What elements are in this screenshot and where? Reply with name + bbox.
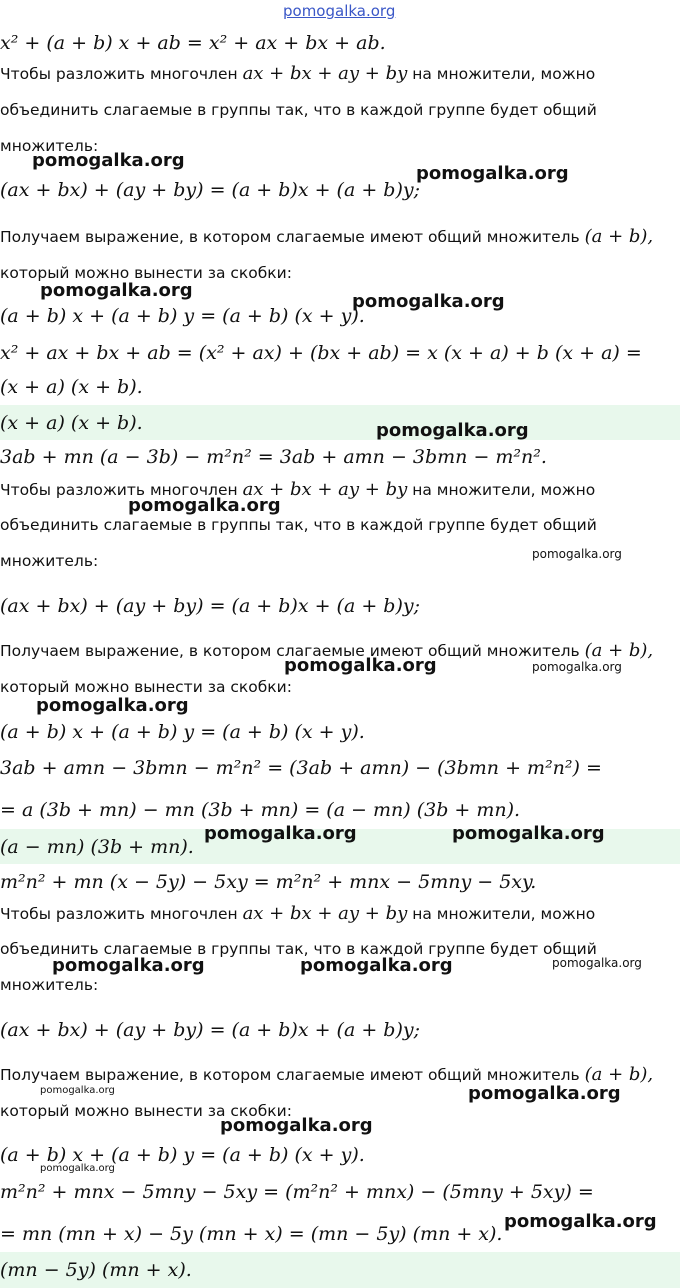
b1-result-line1	[0, 226, 653, 248]
watermark: pomogalka.org	[504, 1211, 657, 1232]
b2-solution-line2: = a (3b + mn) − mn (3b + mn) = (a − mn) (3b + mn).	[0, 799, 521, 821]
b3-intro-line1-post: на множители, можно	[407, 905, 596, 923]
b3-intro-line3: множитель:	[0, 976, 99, 994]
b1-expansion: x² + (a + b) x + ab = x² + ax + bx + ab.	[0, 32, 386, 54]
watermark: pomogalka.org	[376, 420, 529, 441]
b2-intro-line3: множитель:	[0, 552, 99, 570]
watermark: pomogalka.org	[52, 955, 205, 976]
watermark: pomogalka.org	[40, 1163, 115, 1174]
b3-grouping: (ax + bx) + (ay + by) = (a + b)x + (a + b)y;	[0, 1019, 421, 1041]
watermark: pomogalka.org	[40, 1085, 115, 1096]
b3-intro-line2: объединить слагаемые в группы так, что в каждой группе будет общий	[0, 940, 597, 958]
watermark: pomogalka.org	[416, 163, 569, 184]
b3-intro-line1-math: ax + bx + ay + by	[242, 903, 408, 924]
b3-answer: (mn − 5y) (mn + x).	[0, 1259, 192, 1281]
b3-solution-line2: = mn (mn + x) − 5y (mn + x) = (mn − 5y) (mn + x).	[0, 1223, 503, 1245]
b3-intro-line1	[0, 903, 595, 925]
watermark: pomogalka.org	[220, 1115, 373, 1136]
watermark: pomogalka.org	[452, 823, 605, 844]
b2-result-line1-math: (a + b),	[584, 640, 654, 661]
watermark-link[interactable]: pomogalka.org	[283, 2, 396, 20]
b3-result-line1-pre: Получаем выражение, в котором слагаемые имеют общий множитель	[0, 1066, 585, 1084]
b2-factor: (a + b) x + (a + b) y = (a + b) (x + y).	[0, 721, 365, 743]
b2-intro-line2: объединить слагаемые в группы так, что в каждой группе будет общий	[0, 516, 597, 534]
b2-intro-line1-math: ax + bx + ay + by	[242, 479, 408, 500]
watermark: pomogalka.org	[468, 1083, 621, 1104]
b3-intro-line1-pre: Чтобы разложить многочлен	[0, 905, 243, 923]
b3-expansion: m²n² + mn (x − 5y) − 5xy = m²n² + mnx − 5mny − 5xy.	[0, 871, 537, 893]
b3-solution-line1: m²n² + mnx − 5mny − 5xy = (m²n² + mnx) − (5mny + 5xy) =	[0, 1181, 594, 1203]
b3-result-line1-math: (a + b),	[584, 1064, 654, 1085]
b1-intro-line2: объединить слагаемые в группы так, что в каждой группе будет общий	[0, 101, 597, 119]
watermark: pomogalka.org	[352, 291, 505, 312]
watermark: pomogalka.org	[532, 660, 622, 674]
b2-intro-line1	[0, 479, 595, 501]
watermark: pomogalka.org	[204, 823, 357, 844]
b3-result-line2: который можно вынести за скобки:	[0, 1102, 292, 1120]
b1-solution-line1: x² + ax + bx + ab = (x² + ax) + (bx + ab) = x (x + a) + b (x + a) =	[0, 342, 642, 364]
watermark: pomogalka.org	[36, 695, 189, 716]
b1-factor: (a + b) x + (a + b) y = (a + b) (x + y).	[0, 305, 365, 327]
b2-intro-line1-pre: Чтобы разложить многочлен	[0, 481, 243, 499]
b1-answer: (x + a) (x + b).	[0, 412, 143, 434]
b1-intro-line1-pre: Чтобы разложить многочлен	[0, 65, 243, 83]
b2-solution-line1: 3ab + amn − 3bmn − m²n² = (3ab + amn) − (3bmn + m²n²) =	[0, 757, 602, 779]
b1-intro-line3: множитель:	[0, 137, 99, 155]
watermark: pomogalka.org	[532, 547, 622, 561]
b2-result-line1-pre: Получаем выражение, в котором слагаемые имеют общий множитель	[0, 642, 585, 660]
b1-grouping: (ax + bx) + (ay + by) = (a + b)x + (a + b)y;	[0, 179, 421, 201]
b2-intro-line1-post: на множители, можно	[407, 481, 596, 499]
b1-result-line1-math: (a + b),	[584, 226, 654, 247]
b1-result-line1-pre: Получаем выражение, в котором слагаемые имеют общий множитель	[0, 228, 585, 246]
watermark: pomogalka.org	[32, 150, 185, 171]
b1-intro-line1-math: ax + bx + ay + by	[242, 63, 408, 84]
b2-expansion: 3ab + mn (a − 3b) − m²n² = 3ab + amn − 3bmn − m²n².	[0, 446, 547, 468]
b1-intro-line1	[0, 63, 595, 85]
watermark: pomogalka.org	[128, 495, 281, 516]
b2-result-line2: который можно вынести за скобки:	[0, 678, 292, 696]
watermark: pomogalka.org	[40, 280, 193, 301]
watermark: pomogalka.org	[552, 956, 642, 970]
watermark: pomogalka.org	[284, 655, 437, 676]
b2-grouping: (ax + bx) + (ay + by) = (a + b)x + (a + b)y;	[0, 595, 421, 617]
b2-answer: (a − mn) (3b + mn).	[0, 836, 194, 858]
b1-intro-line1-post: на множители, можно	[407, 65, 596, 83]
b3-factor: (a + b) x + (a + b) y = (a + b) (x + y).	[0, 1144, 365, 1166]
watermark: pomogalka.org	[300, 955, 453, 976]
b1-result-line2: который можно вынести за скобки:	[0, 264, 292, 282]
b1-solution-line2: (x + a) (x + b).	[0, 376, 143, 398]
